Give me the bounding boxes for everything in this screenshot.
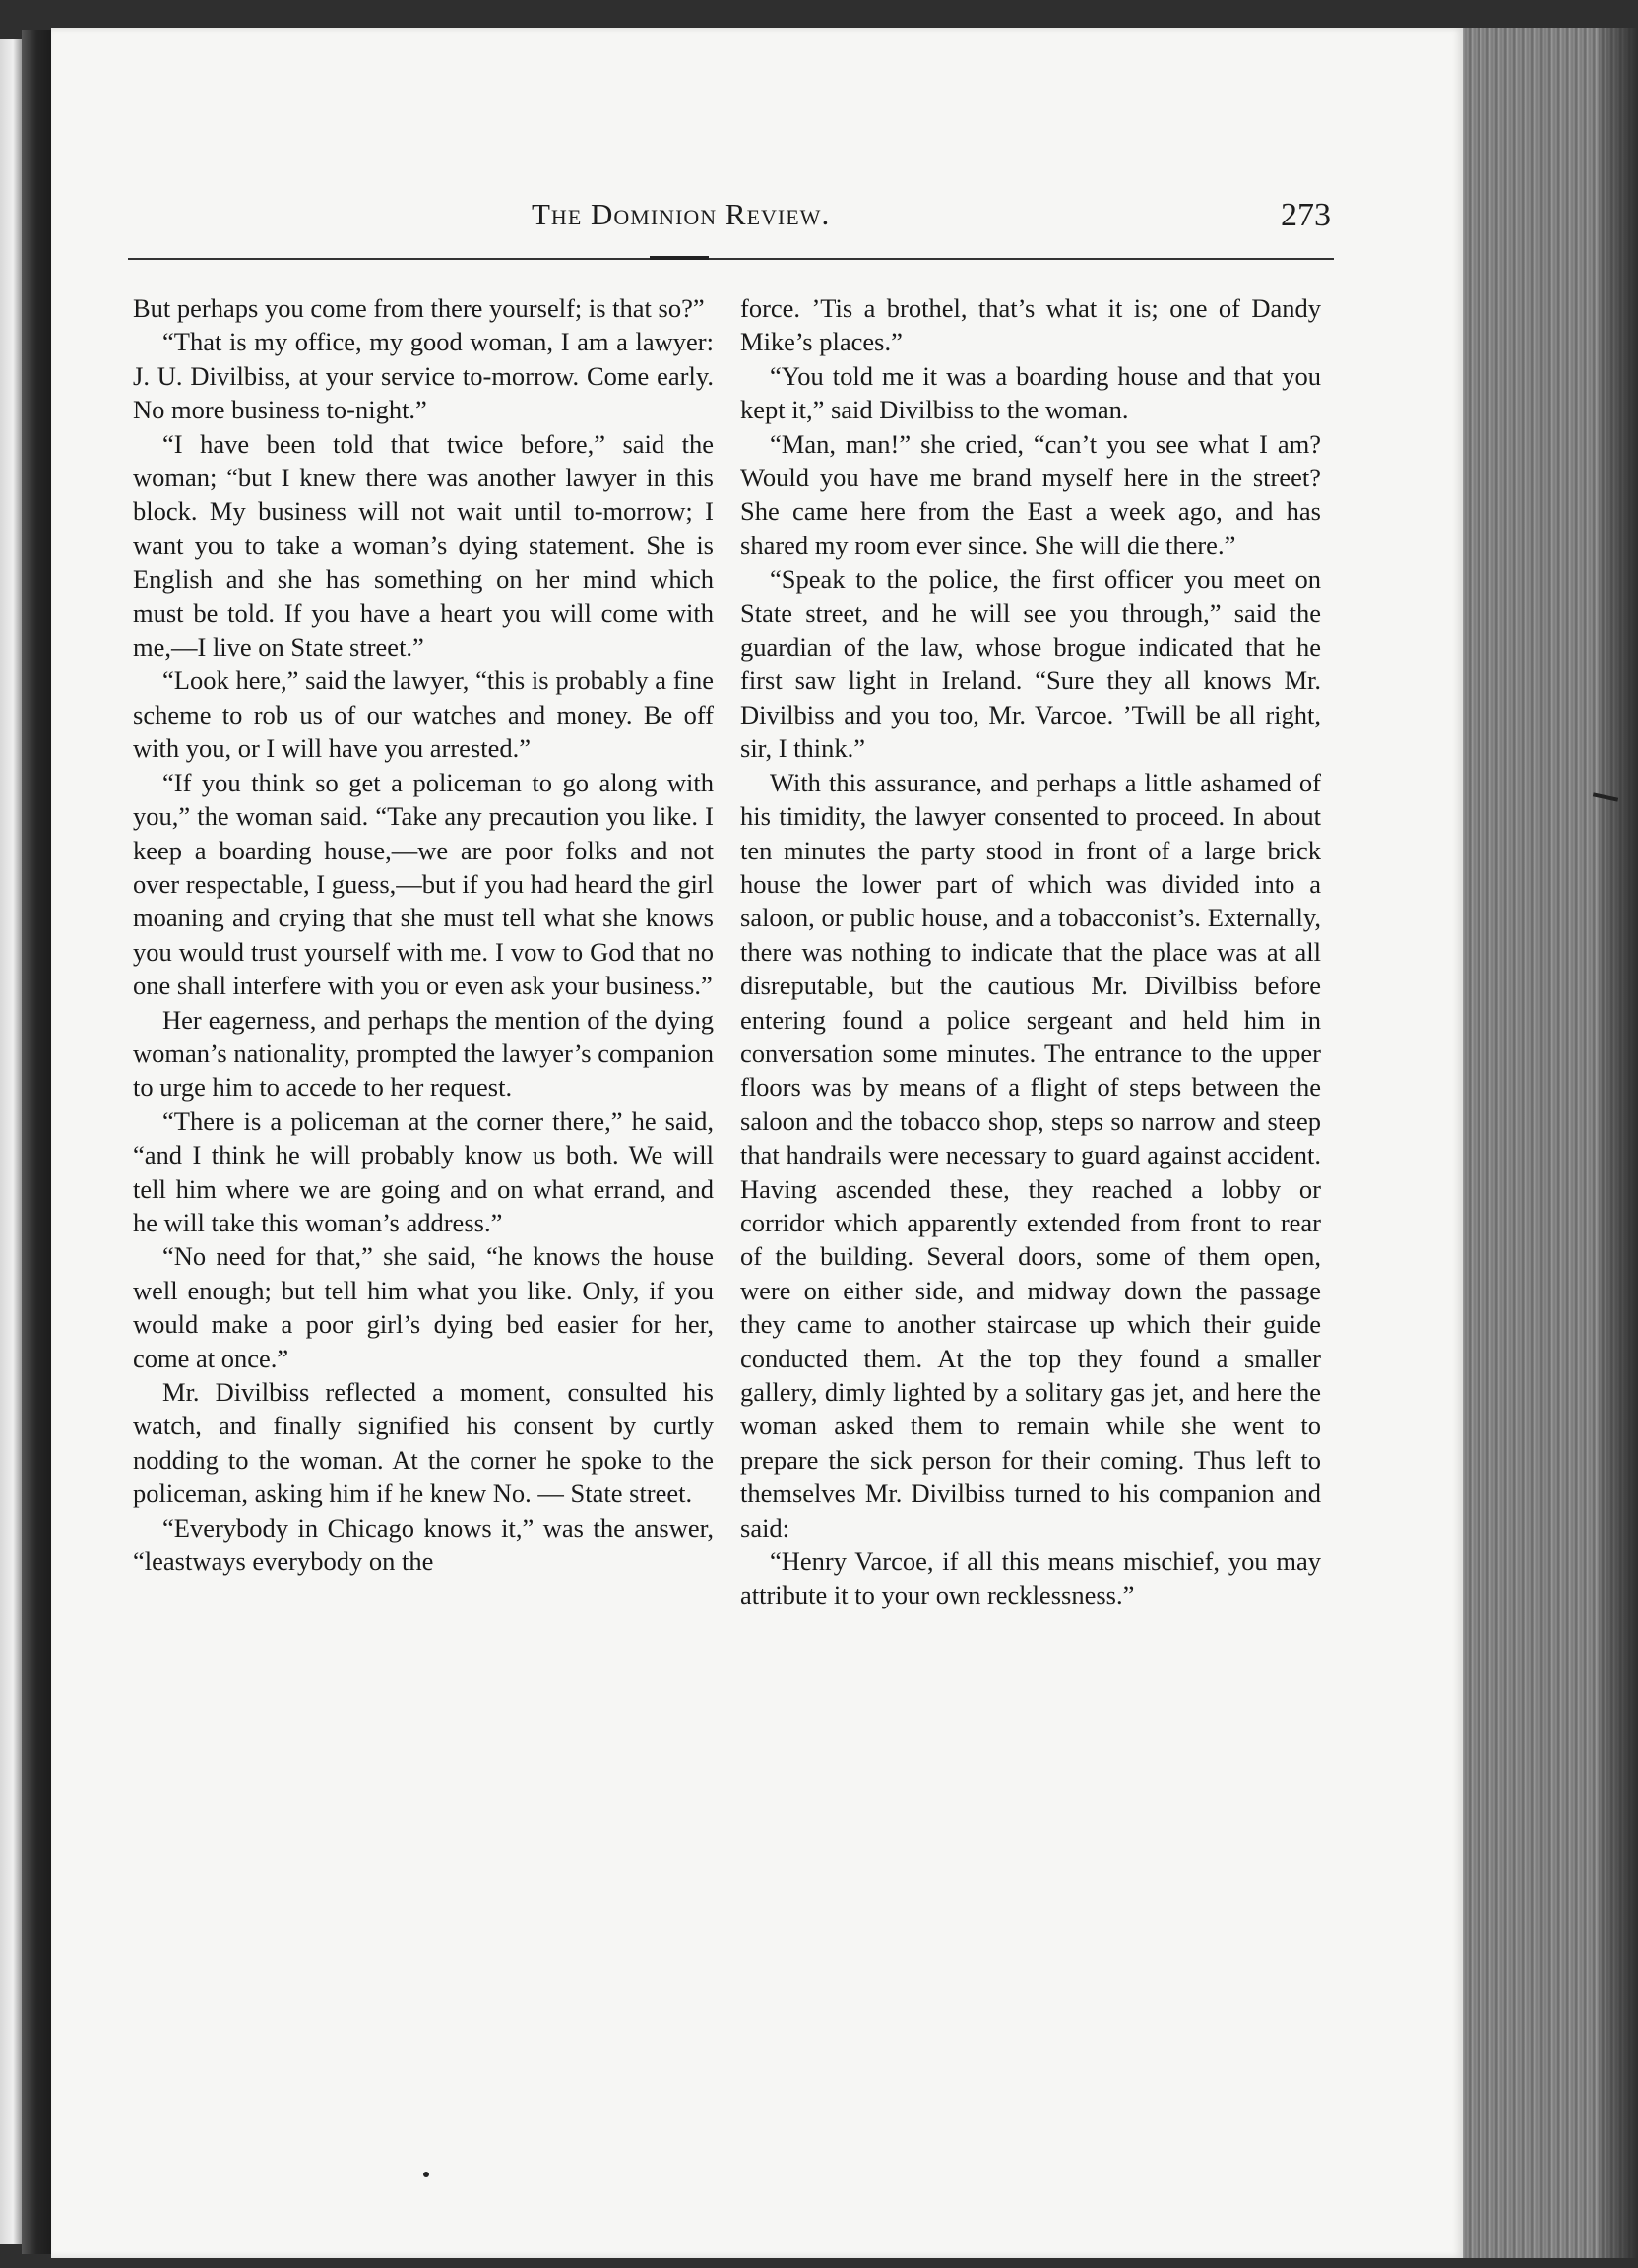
page-block-edges bbox=[1463, 28, 1638, 2258]
header-rule bbox=[128, 258, 1334, 260]
paragraph: But perhaps you come from there yourself; is that so?” bbox=[133, 293, 705, 323]
paragraph: With this assurance, and perhaps a little ashamed of his timidity, the lawyer consented to proceed. In about ten minutes the party stood in front of a large brick house the lower part of which was divided into a saloon, or public house, and a tobacconist’s. Externally, there was nothing to indicate that the place was at all disreputable, but the cautious Mr. Divilbiss before entering found a police sergeant and held him in conversation some minutes. The entrance to the upper floors was by means of a flight of steps between the saloon and the tobacco shop, steps so narrow and steep that handrails were necessary to guard against accident. Having ascended these, they reached a lobby or corridor which apparently extended from front to rear of the building. Several doors, some of them open, were on either side, and midway down the passage they came to another staircase up which their guide conducted them. At the top they found a smaller gallery, dimly lighted by a solitary gas jet, and here the woman asked them to remain while she went to prepare the sick person for their coming. Thus left to themselves Mr. Divilbiss turned to his companion and said: bbox=[740, 767, 1321, 1543]
paragraph: “Speak to the police, the first officer you meet on State street, and he will see you through,” said the guardian of the law, whose brogue indicated that he first saw light in Ireland. “Sure they all knows Mr. Divilbiss and you too, Mr. Varcoe. ’Twill be all right, sir, I think.” bbox=[740, 564, 1321, 764]
paragraph: “No need for that,” she said, “he knows the house well enough; but tell him what you like. Only, if you would make a poor girl’s dying bed easier for her, come at once.” bbox=[133, 1241, 714, 1373]
book-gutter bbox=[22, 30, 51, 2254]
paragraph: “Man, man!” she cried, “can’t you see what I am? Would you have me brand myself here in the street? She came here from the East a week ago, and has shared my room ever since. She will die there.” bbox=[740, 428, 1321, 560]
paragraph: Her eagerness, and perhaps the mention of the dying woman’s nationality, prompted the lawyer’s companion to urge him to accede to her request. bbox=[133, 1004, 714, 1102]
right-text-column bbox=[740, 291, 1321, 1612]
header-rule-ornament bbox=[650, 256, 709, 260]
ink-speck bbox=[423, 2172, 429, 2177]
paragraph: “Henry Varcoe, if all this means mischief, you may attribute it to your own recklessness.” bbox=[740, 1546, 1321, 1610]
paragraph: “There is a policeman at the corner there,” he said, “and I think he will probably know us both. We will tell him where we are going and on what errand, and he will take this woman’s address.” bbox=[133, 1105, 714, 1237]
paragraph: “Everybody in Chicago knows it,” was the answer, “leastways everybody on the bbox=[133, 1512, 714, 1577]
running-title: The Dominion Review. bbox=[532, 197, 831, 231]
paragraph: “Look here,” said the lawyer, “this is probably a fine scheme to rob us of our watches and money. Be off with you, or I will have you arrested.” bbox=[133, 665, 714, 764]
running-head bbox=[128, 197, 1331, 252]
paragraph: “If you think so get a policeman to go along with you,” the woman said. “Take any precaution you like. I keep a boarding house,—we are poor folks and not over respectable, I guess,—but if you had heard the girl moaning and crying that she must tell what she knows you would trust yourself with me. I vow to God that no one shall interfere with you or even ask your business.” bbox=[133, 767, 714, 1001]
paragraph: Mr. Divilbiss reflected a moment, consulted his watch, and finally signified his consent by curtly nodding to the woman. At the corner he spoke to the policeman, asking him if he knew No. — State street. bbox=[133, 1377, 714, 1509]
previous-page-edge bbox=[0, 39, 22, 2244]
left-text-column bbox=[133, 291, 714, 1578]
paragraph: “That is my office, my good woman, I am a lawyer: J. U. Divilbiss, at your service to-morrow. Come early. No more business to-night.” bbox=[133, 327, 714, 425]
page-number: 273 bbox=[1281, 197, 1331, 233]
paragraph: force. ’Tis a brothel, that’s what it is; one of Dandy Mike’s places.” bbox=[740, 293, 1321, 357]
paragraph: “You told me it was a boarding house and that you kept it,” said Divilbiss to the woman. bbox=[740, 360, 1321, 425]
paragraph: “I have been told that twice before,” said the woman; “but I knew there was another lawyer in this block. My business will not wait until to-morrow; I want you to take a woman’s dying statement. She is English and she has something on her mind which must be told. If you have a heart you will come with me,—I live on State street.” bbox=[133, 428, 714, 662]
